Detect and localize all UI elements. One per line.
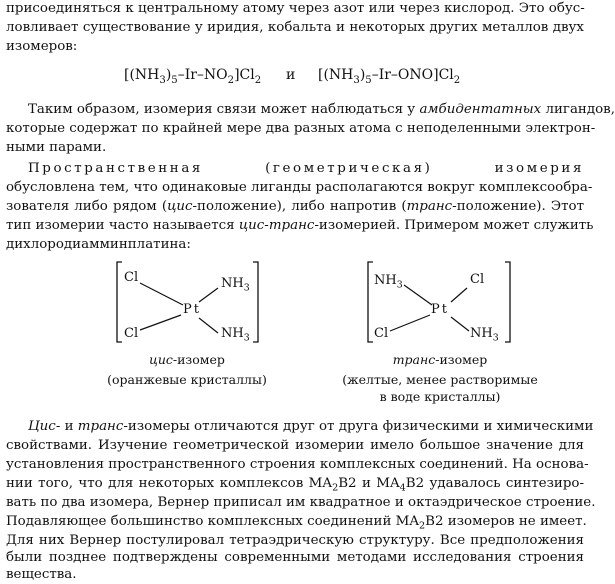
trans-caption (350, 352, 530, 367)
para2-line-3: ными парами. (6, 140, 107, 155)
cis-bond-bottom-right (199, 318, 218, 333)
trans-ligand-top-left: $NH_3$ (374, 273, 403, 291)
trans-bond-bottom-right (451, 317, 469, 331)
heading-spatial-isomerism: Пространственная (геометрическая) изомерия (28, 161, 584, 176)
cis-note: (оранжевые кристаллы) (107, 372, 267, 387)
trans-bond-top-right (451, 288, 467, 302)
cis-central-atom: Pt (183, 302, 201, 317)
term-cis: цис (167, 199, 193, 214)
term-cis-cap: Цис (28, 419, 56, 434)
para4-line-7: Для них Вернер постулировал тетраэдрическую структуру. Все предположения (6, 533, 584, 548)
para3-text-a: зователя либо рядом ( (6, 199, 168, 214)
para4-line-9: вещества. (6, 567, 77, 582)
trans-right-bracket (505, 262, 510, 342)
para2-line-2: которые содержат по крайней мере два разных атома с неподеленными электрон- (6, 121, 596, 136)
formula-nitrito-isomer: $[(NH_3)_5-Ir-ONO]Cl_2$ (318, 67, 461, 86)
cis-caption-term: цис (149, 352, 173, 367)
trans-bond-bottom-left (390, 315, 430, 331)
cis-ligand-bottom-left: Cl (124, 326, 139, 341)
trans-caption-term: транс (392, 352, 436, 367)
cis-left-bracket (117, 262, 122, 342)
para2-text-b: лигандов, (545, 102, 615, 117)
cis-bond-top-left (140, 283, 183, 305)
para4-text-b: -изомеры отличаются друг от друга физическими и химическими (123, 419, 594, 434)
cis-caption (112, 352, 262, 367)
para4-line-6: Подавляющее большинство комплексных соединений $MA_2B2$ изомеров не имеет. (6, 514, 587, 532)
para4-line-3: установления пространственного строения комплексных соединений. На основа- (6, 457, 589, 472)
formula-and: и (286, 67, 296, 83)
term-ambidentate: амбидентатных (419, 102, 542, 117)
trans-left-bracket (368, 262, 373, 342)
formula-nitro-isomer: $[(NH_3)_5-Ir-NO_2]Cl_2$ (124, 67, 262, 86)
trans-ligand-bottom-left: Cl (374, 326, 389, 341)
para4-line-5: вать по два изомера, Вернер приписал им квадратное и октаэдрическое строение. (6, 495, 596, 510)
para3-text-e: -изомерией. Примером может служить (314, 218, 594, 233)
cis-right-bracket (253, 262, 258, 342)
trans-ligand-top-right: Cl (470, 272, 485, 287)
para4-line-2: свойствами. Изучение геометрической изомерии имело большое значение для (6, 438, 584, 453)
trans-note-2: в воде кристаллы) (379, 389, 501, 404)
cis-bond-bottom-left (140, 315, 181, 330)
para3-text-b: -положение), либо напротив ( (192, 199, 407, 214)
term-trans: транс (406, 199, 453, 214)
para4-line-8: были позднее подтверждены современными методами исследования строения (6, 550, 584, 565)
term-cis-trans: цис-транс (238, 218, 315, 233)
trans-bond-top-left (404, 285, 432, 305)
para2-text-a: Таким образом, изомерия связи может наблюдаться у (28, 102, 416, 117)
cis-ligand-top-left: Cl (124, 270, 139, 285)
para3-text-d: тип изомерии часто называется (6, 218, 235, 233)
para1-line-2: ловливает существование у иридия, кобальта и некоторых других металлов двух (6, 20, 584, 35)
cis-ligand-bottom-right: $NH_3$ (221, 326, 250, 344)
para4-line-1 (28, 418, 594, 435)
cis-caption-rest: -изомер (172, 352, 225, 367)
para3-text-c: -положение). Этот (452, 199, 584, 214)
para4-line-4: нии того, что для некоторых комплексов $MA_2B2$ и $MA_4B2$ удавалось синтезиро- (6, 476, 584, 494)
para3-line-5: дихлородиамминплатина: (6, 237, 191, 252)
cis-ligand-top-right: $NH_3$ (221, 276, 250, 294)
para4-text-a: - и (55, 419, 74, 434)
trans-central-atom: Pt (431, 302, 449, 317)
para1-line-1: присоединяться к центральному атому через азот или через кислород. Это обус- (6, 1, 585, 16)
para1-line-3: изомеров: (6, 39, 78, 54)
term-trans-2: транс (77, 419, 124, 434)
trans-note-1: (желтые, менее растворимые (342, 372, 538, 387)
trans-ligand-bottom-right: $NH_3$ (470, 326, 499, 344)
trans-caption-rest: -изомер (435, 352, 488, 367)
cis-bond-top-right (199, 288, 218, 302)
para3-line-2: обусловлена тем, что одинаковые лиганды располагаются вокруг комплексообра- (6, 180, 593, 195)
